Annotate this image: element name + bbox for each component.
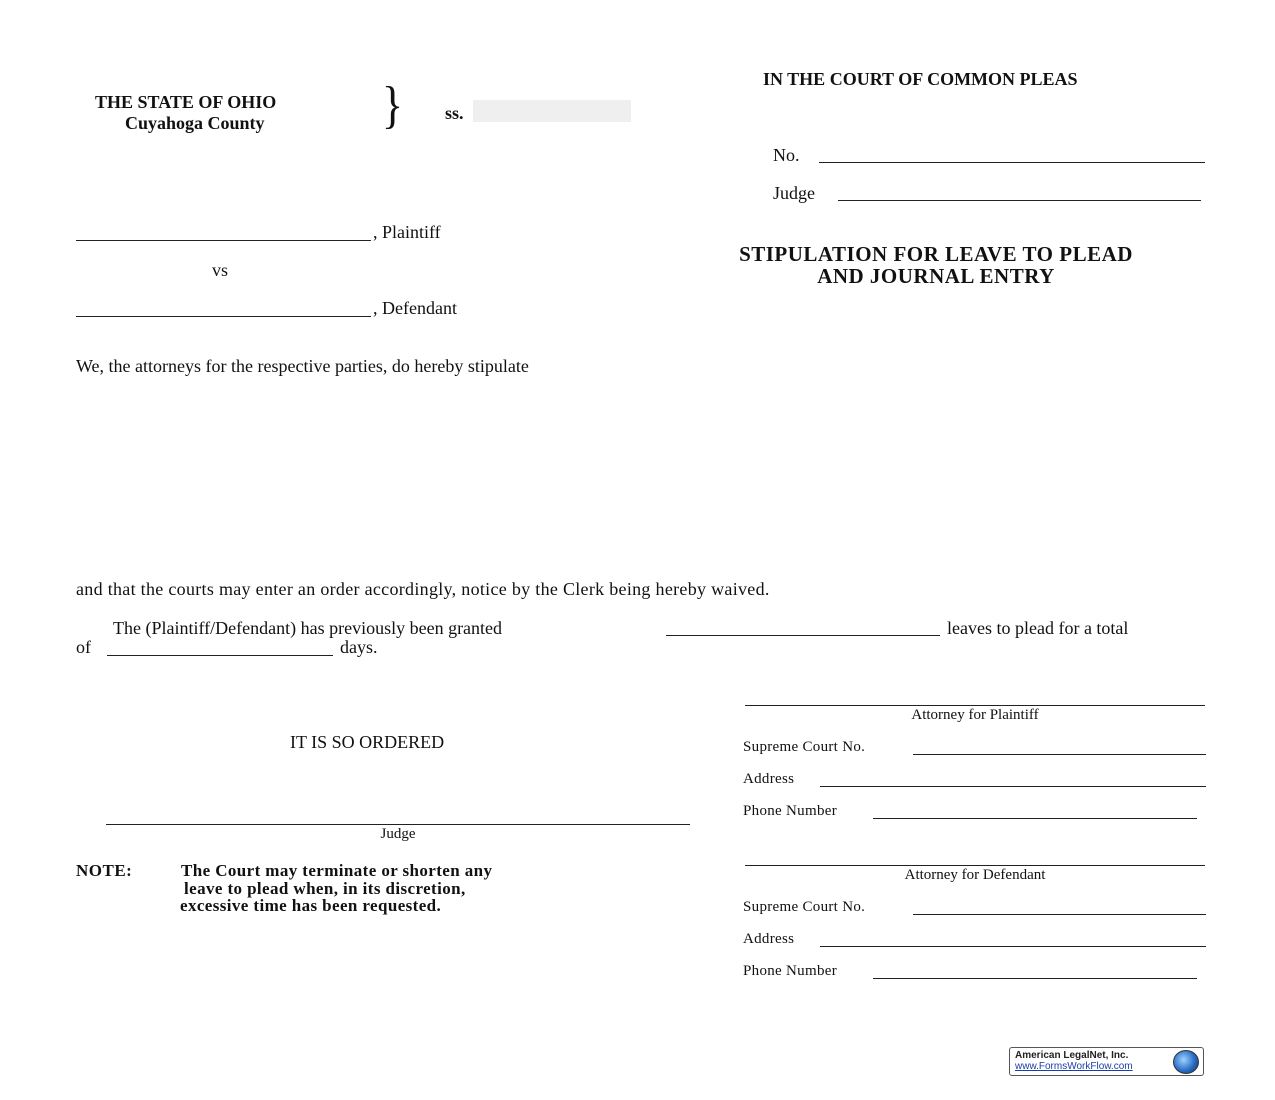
granted-text-b: leaves to plead for a total bbox=[947, 618, 1129, 638]
stipulation-intro: We, the attorneys for the respective parties, do hereby stipulate bbox=[76, 356, 529, 376]
plaintiff-attorney-signature-line[interactable] bbox=[745, 705, 1205, 706]
defendant-address-field[interactable] bbox=[820, 946, 1206, 947]
defendant-supreme-court-label: Supreme Court No. bbox=[743, 899, 866, 915]
state-name: THE STATE OF OHIO bbox=[95, 92, 277, 112]
american-legalnet-logo[interactable] bbox=[1009, 1047, 1204, 1076]
ss-input-field[interactable] bbox=[473, 100, 631, 122]
defendant-phone-label: Phone Number bbox=[743, 963, 838, 979]
defendant-address-label: Address bbox=[743, 931, 795, 947]
days-count-field[interactable] bbox=[107, 655, 333, 656]
stipulation-text-area[interactable] bbox=[76, 382, 1204, 572]
judge-header-label: Judge bbox=[773, 183, 815, 203]
judge-header-field[interactable] bbox=[838, 200, 1201, 201]
judge-signature-label: Judge bbox=[380, 826, 416, 842]
defendant-name-field[interactable] bbox=[76, 316, 371, 317]
versus-label: vs bbox=[212, 260, 229, 280]
document-title-line2: AND JOURNAL ENTRY bbox=[817, 264, 1055, 288]
plaintiff-address-label: Address bbox=[743, 771, 795, 787]
case-number-field[interactable] bbox=[819, 162, 1205, 163]
plaintiff-supreme-court-label: Supreme Court No. bbox=[743, 739, 866, 755]
waiver-text: and that the courts may enter an order accordingly, notice by the Clerk being hereby waived. bbox=[76, 579, 770, 599]
document-title-line1: STIPULATION FOR LEAVE TO PLEAD bbox=[739, 242, 1133, 266]
county-name: Cuyahoga County bbox=[125, 113, 265, 133]
defendant-label: , Defendant bbox=[373, 298, 457, 318]
court-name: IN THE COURT OF COMMON PLEAS bbox=[763, 69, 1078, 89]
plaintiff-name-field[interactable] bbox=[76, 240, 371, 241]
plaintiff-phone-field[interactable] bbox=[873, 818, 1197, 819]
granted-text-a: The (Plaintiff/Defendant) has previously been granted bbox=[113, 618, 503, 638]
brace-symbol: } bbox=[381, 77, 404, 134]
ss-label: ss. bbox=[445, 103, 464, 123]
granted-text-c: of bbox=[76, 637, 91, 657]
plaintiff-address-field[interactable] bbox=[820, 786, 1206, 787]
defendant-attorney-signature-line[interactable] bbox=[745, 865, 1205, 866]
case-number-row bbox=[773, 145, 800, 166]
granted-text-d: days. bbox=[340, 637, 378, 657]
logo-company-name: American LegalNet, Inc. bbox=[1015, 1050, 1129, 1061]
plaintiff-supreme-court-field[interactable] bbox=[913, 754, 1206, 755]
logo-url-link[interactable]: www.FormsWorkFlow.com bbox=[1015, 1061, 1133, 1072]
plaintiff-attorney-label: Attorney for Plaintiff bbox=[911, 707, 1039, 723]
defendant-attorney-label: Attorney for Defendant bbox=[904, 867, 1046, 883]
note-line-1: The Court may terminate or shorten any bbox=[181, 861, 493, 880]
leaves-count-field[interactable] bbox=[666, 635, 940, 636]
order-statement: IT IS SO ORDERED bbox=[290, 732, 445, 752]
note-line-2: leave to plead when, in its discretion, bbox=[184, 879, 466, 898]
defendant-phone-field[interactable] bbox=[873, 978, 1197, 979]
globe-icon bbox=[1173, 1050, 1199, 1074]
judge-signature-line[interactable] bbox=[106, 824, 690, 825]
note-label: NOTE: bbox=[76, 861, 133, 880]
plaintiff-phone-label: Phone Number bbox=[743, 803, 838, 819]
case-number-label: No. bbox=[773, 145, 800, 165]
plaintiff-label: , Plaintiff bbox=[373, 222, 441, 242]
defendant-supreme-court-field[interactable] bbox=[913, 914, 1206, 915]
note-line-3: excessive time has been requested. bbox=[180, 896, 442, 915]
